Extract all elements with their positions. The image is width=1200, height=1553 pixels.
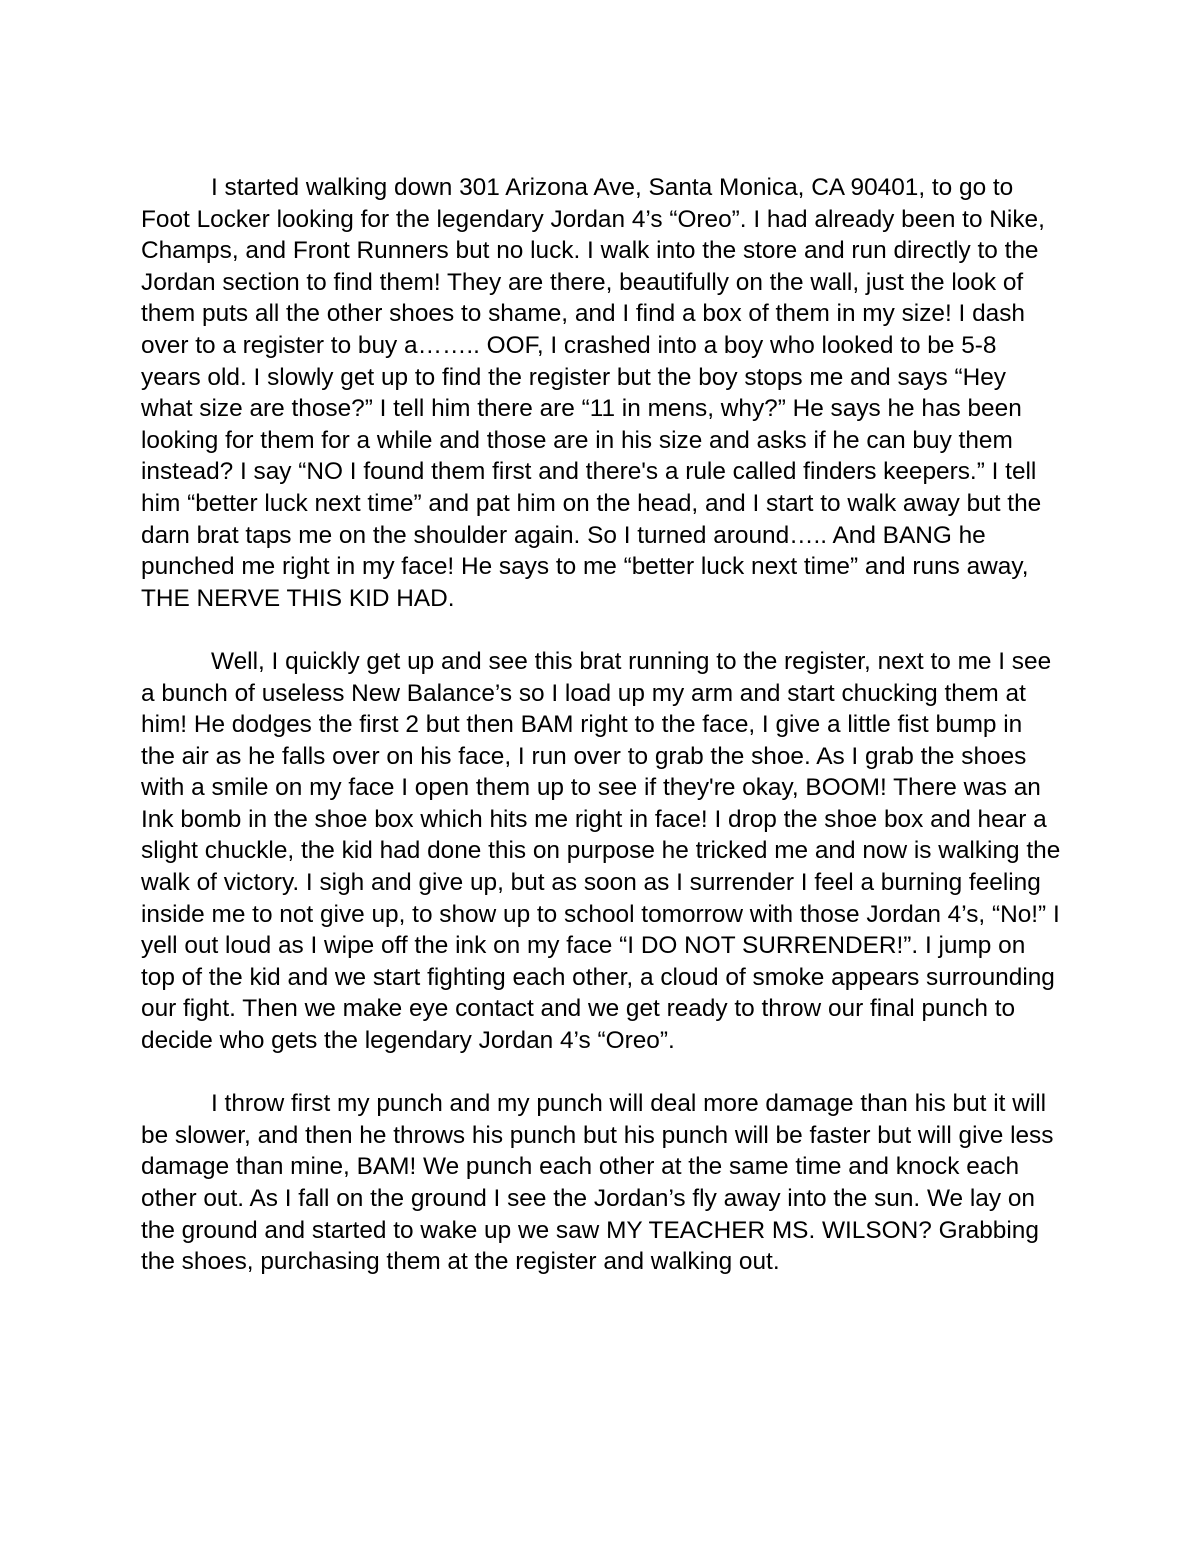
- paragraph-1: I started walking down 301 Arizona Ave, Santa Monica, CA 90401, to go to Foot Locker looking for the legendary Jordan 4’s “Oreo”. I had already been to Nike, Champs, and Front Runners but no luck. I walk into the store and run directly to the Jordan section to find them! They are there, beautifully on the wall, just the look of them puts all the other shoes to shame, and I find a box of them in my size! I dash over to a register to buy a…….. OOF, I crashed into a boy who looked to be 5-8 years old. I slowly get up to find the register but the boy stops me and says “Hey what size are those?” I tell him there are “11 in mens, why?” He says he has been looking for them for a while and those are in his size and asks if he can buy them instead? I say “NO I found them first and there's a rule called finders keepers.” I tell him “better luck next time” and pat him on the head, and I start to walk away but the darn brat taps me on the shoulder again. So I turned around….. And BANG he punched me right in my face! He says to me “better luck next time” and runs away, THE NERVE THIS KID HAD.: [141, 174, 1045, 612]
- paragraph-2: Well, I quickly get up and see this brat running to the register, next to me I see a bunch of useless New Balance’s so I load up my arm and start chucking them at him! He dodges the first 2 but then BAM right to the face, I give a little fist bump in the air as he falls over on his face, I run over to grab the shoe. As I grab the shoes with a smile on my face I open them up to see if they're okay, BOOM! There was an Ink bomb in the shoe box which hits me right in face! I drop the shoe box and hear a slight chuckle, the kid had done this on purpose he tricked me and now is walking the walk of victory. I sigh and give up, but as soon as I surrender I feel a burning feeling inside me to not give up, to show up to school tomorrow with those Jordan 4’s, “No!” I yell out loud as I wipe off the ink on my face “I DO NOT SURRENDER!”. I jump on top of the kid and we start fighting each other, a cloud of smoke appears surrounding our fight. Then we make eye contact and we get ready to throw our final punch to decide who gets the legendary Jordan 4’s “Oreo”.: [141, 647, 1061, 1055]
- paragraph-3: I throw first my punch and my punch will deal more damage than his but it will be slower, and then he throws his punch but his punch will be faster but will give less damage than mine, BAM! We punch each other at the same time and knock each other out. As I fall on the ground I see the Jordan’s fly away into the sun. We lay on the ground and started to wake up we saw MY TEACHER MS. WILSON? Grabbing the shoes, purchasing them at the register and walking out.: [141, 1090, 1054, 1276]
- document-body: [141, 172, 1061, 1278]
